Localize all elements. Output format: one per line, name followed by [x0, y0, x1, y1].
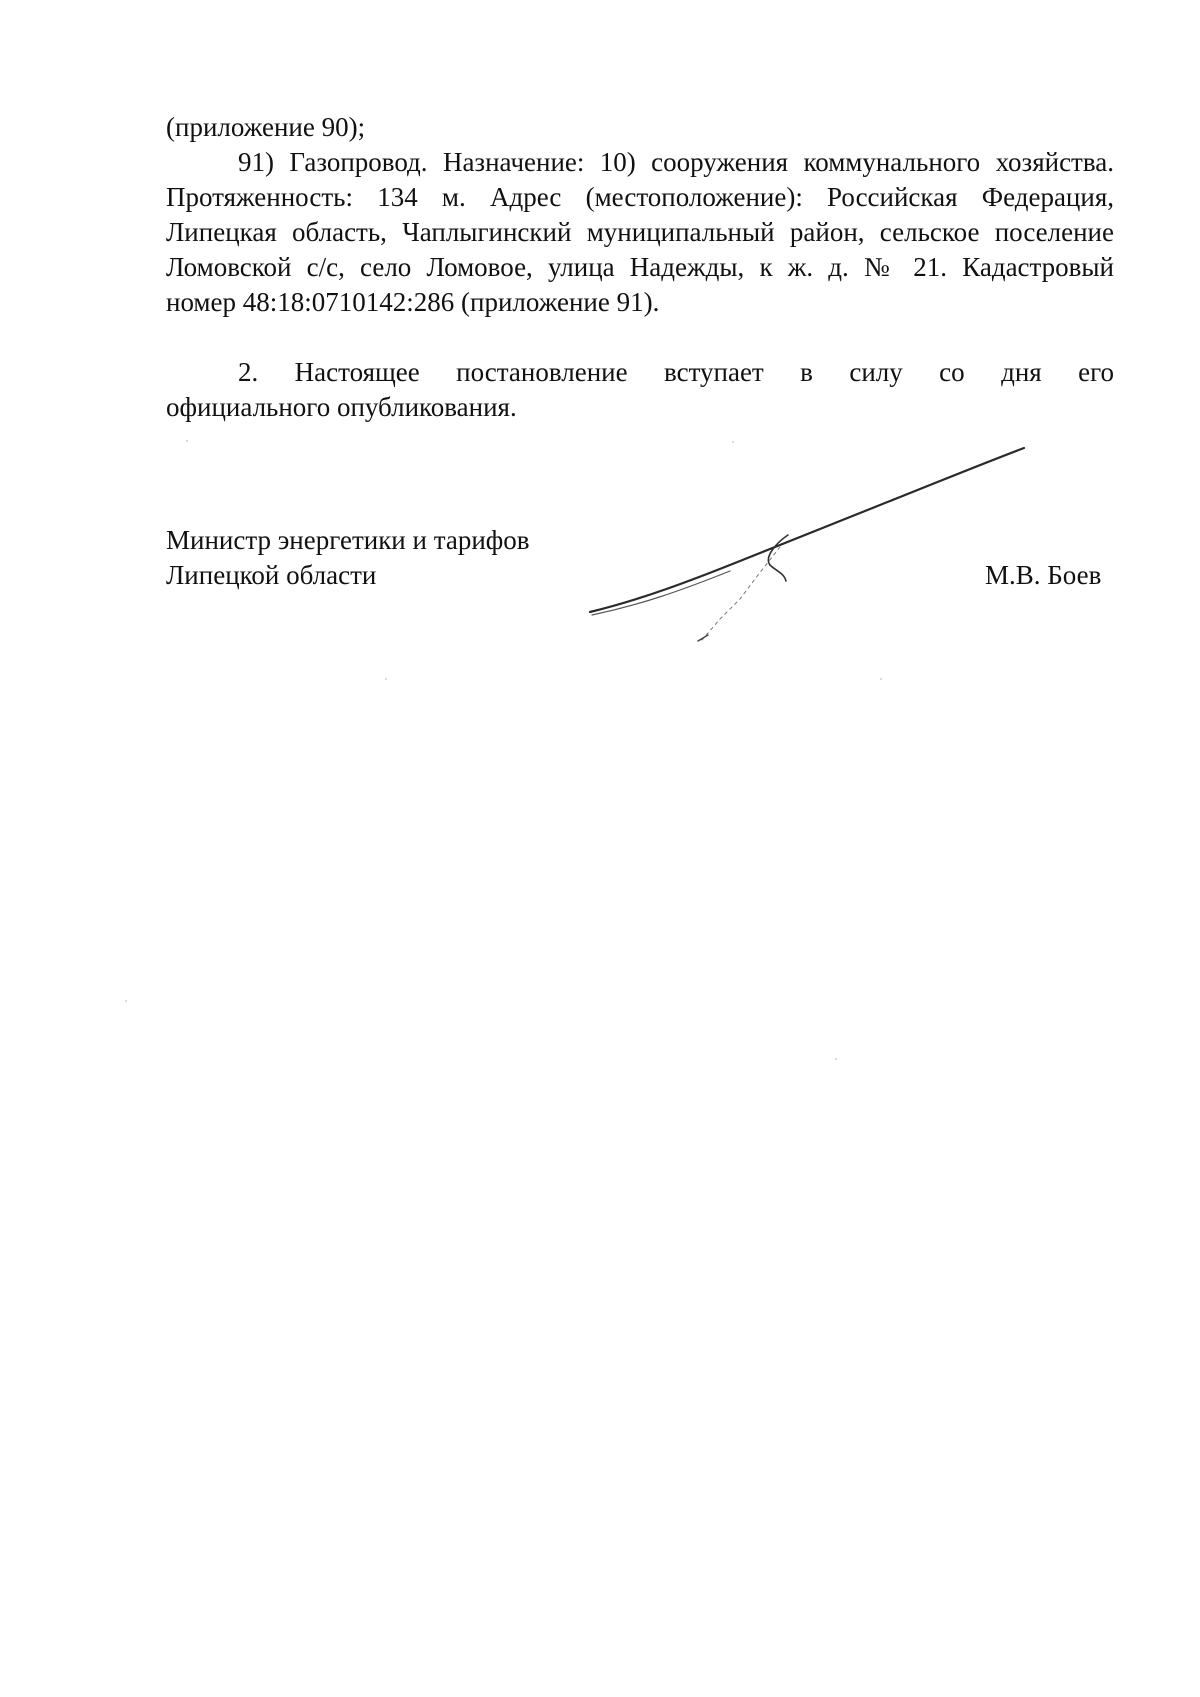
scan-speck [385, 678, 387, 680]
item-91-line-5: номер 48:18:0710142:286 (приложение 91). [166, 287, 660, 317]
handwritten-signature [580, 435, 1030, 650]
signatory-position-line-2: Липецкой области [166, 560, 377, 590]
item-90-tail: (приложение 90); [166, 112, 366, 142]
scan-speck [186, 440, 188, 442]
scan-speck [125, 1000, 127, 1002]
item-91-paragraph [166, 110, 1114, 320]
scan-speck [835, 1058, 837, 1060]
item-91-line-3: Липецкая область, Чаплыгинский муниципальный район, сельское поселение [166, 217, 1114, 247]
signer-name: М.В. Боев [985, 560, 1102, 590]
scan-speck [880, 678, 882, 680]
item-2-line-1: 2. Настоящее постановление вступает в силу со дня его [238, 357, 1114, 387]
item-2-paragraph [166, 355, 1114, 425]
item-2-line-2: официального опубликования. [166, 392, 517, 422]
item-91-line-4: Ломовской с/с, село Ломовое, улица Надежды, к ж. д. № 21. Кадастровый [166, 252, 1114, 282]
item-91-line-1: 91) Газопровод. Назначение: 10) сооружения коммунального хозяйства. [238, 147, 1114, 177]
signatory-position [166, 523, 530, 593]
signatory-position-line-1: Министр энергетики и тарифов [166, 525, 530, 555]
scan-speck [732, 441, 734, 443]
item-91-line-2: Протяженность: 134 м. Адрес (местоположение): Российская Федерация, [166, 182, 1114, 212]
